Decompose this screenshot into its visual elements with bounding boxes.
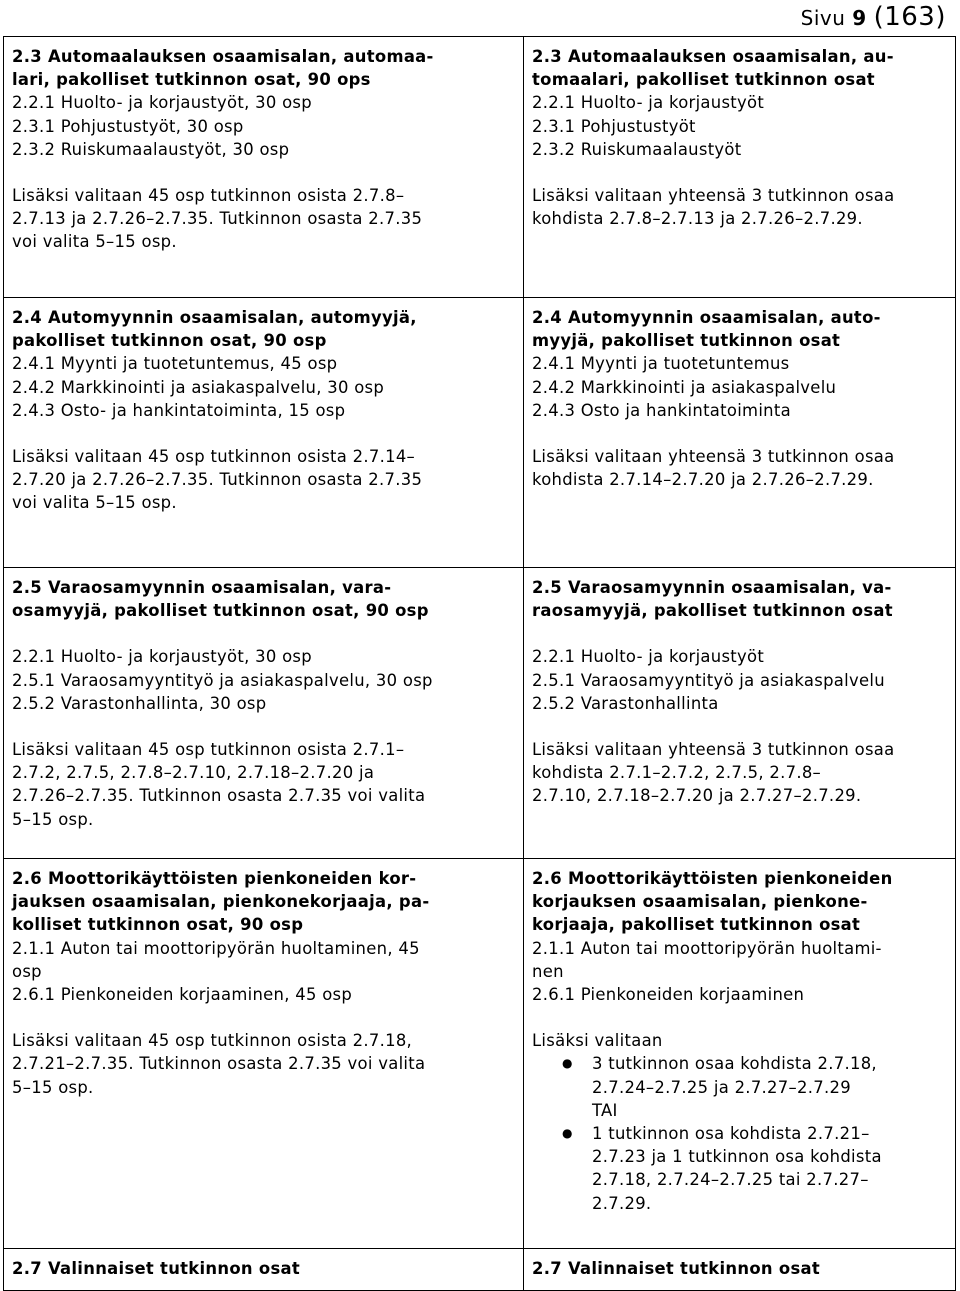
section-title: raosamyyjä, pakolliset tutkinnon osat (532, 601, 893, 621)
table-row (4, 298, 956, 568)
page-header (801, 2, 946, 32)
extra-text: voi valita 5–15 osp. (12, 493, 177, 513)
module-item: 2.5.1 Varaosamyyntityö ja asiakaspalvelu, 30 osp (12, 670, 433, 690)
section-title: 2.6 Moottorikäyttöisten pienkoneiden kor- (12, 869, 417, 888)
section-title: 2.7 Valinnaiset tutkinnon osat (532, 1259, 820, 1278)
module-item: 2.5.2 Varastonhallinta, 30 osp (12, 693, 267, 713)
module-item: 2.4.1 Myynti ja tuotetuntemus, 45 osp (12, 354, 338, 374)
cell-new-2-7 (524, 1249, 956, 1291)
page-total: (163) (873, 2, 946, 32)
section-title: kolliset tutkinnon osat, 90 osp (12, 915, 304, 935)
list-item (592, 1122, 951, 1215)
table-row (4, 37, 956, 298)
section-title: 2.4 Automyynnin osaamisalan, auto- (532, 308, 881, 327)
extra-text: Lisäksi valitaan yhteensä 3 tutkinnon osaa (532, 740, 895, 760)
extra-text: 2.7.26–2.7.35. Tutkinnon osasta 2.7.35 voi valita (12, 786, 426, 806)
bullet-text: ● 1 tutkinnon osa kohdista 2.7.21– (592, 1124, 870, 1144)
section-title: 2.4 Automyynnin osaamisalan, automyyjä, (12, 308, 417, 327)
table-row (4, 568, 956, 859)
module-item: nen (532, 961, 564, 981)
extra-text: kohdista 2.7.1–2.7.2, 2.7.5, 2.7.8– (532, 763, 822, 783)
extra-text: 2.7.13 ja 2.7.26–2.7.35. Tutkinnon osasta 2.7.35 (12, 209, 423, 229)
extra-text: Lisäksi valitaan yhteensä 3 tutkinnon osaa (532, 447, 895, 467)
extra-text: Lisäksi valitaan 45 osp tutkinnon osista 2.7.14– (12, 447, 416, 467)
list-item (592, 1052, 951, 1122)
extra-text: voi valita 5–15 osp. (12, 232, 177, 252)
section-title: pakolliset tutkinnon osat, 90 osp (12, 331, 327, 351)
page-label: Sivu (800, 6, 846, 30)
module-item: 2.5.1 Varaosamyyntityö ja asiakaspalvelu (532, 670, 885, 690)
extra-text: kohdista 2.7.8–2.7.13 ja 2.7.26–2.7.29. (532, 209, 863, 229)
module-item: 2.5.2 Varastonhallinta (532, 693, 719, 713)
module-item: 2.2.1 Huolto- ja korjaustyöt (532, 93, 765, 113)
section-title: 2.3 Automaalauksen osaamisalan, automaa- (12, 47, 434, 66)
extra-text: 5–15 osp. (12, 809, 94, 829)
section-title: 2.5 Varaosamyynnin osaamisalan, vara- (12, 578, 392, 597)
cell-old-2-4 (4, 298, 524, 568)
bullet-text: 2.7.29. (592, 1193, 652, 1213)
section-title: 2.7 Valinnaiset tutkinnon osat (12, 1259, 300, 1278)
module-item: 2.4.1 Myynti ja tuotetuntemus (532, 354, 790, 374)
module-item: 2.1.1 Auton tai moottoripyörän huoltami- (532, 938, 882, 958)
extra-text: kohdista 2.7.14–2.7.20 ja 2.7.26–2.7.29. (532, 470, 874, 490)
section-title: korjaaja, pakolliset tutkinnon osat (532, 915, 861, 935)
section-title: 2.3 Automaalauksen osaamisalan, au- (532, 47, 894, 66)
module-item: 2.4.2 Markkinointi ja asiakaspalvelu, 30 osp (12, 377, 385, 397)
cell-old-2-7 (4, 1249, 524, 1291)
extra-text: 2.7.20 ja 2.7.26–2.7.35. Tutkinnon osasta 2.7.35 (12, 470, 423, 490)
table-row (4, 1249, 956, 1291)
module-item: 2.4.3 Osto- ja hankintatoiminta, 15 osp (12, 400, 346, 420)
module-item: 2.4.2 Markkinointi ja asiakaspalvelu (532, 377, 837, 397)
module-item: 2.6.1 Pienkoneiden korjaaminen, 45 osp (12, 985, 353, 1005)
table-row (4, 859, 956, 1249)
cell-old-2-3 (4, 37, 524, 298)
cell-new-2-5 (524, 568, 956, 859)
bullet-text: 2.7.23 ja 1 tutkinnon osa kohdista (592, 1147, 882, 1167)
section-title: jauksen osaamisalan, pienkonekorjaaja, pa- (12, 892, 430, 912)
extra-text: Lisäksi valitaan 45 osp tutkinnon osista 2.7.18, (12, 1031, 413, 1051)
module-item: 2.2.1 Huolto- ja korjaustyöt (532, 647, 765, 667)
section-title: myyjä, pakolliset tutkinnon osat (532, 331, 841, 351)
module-item: 2.3.2 Ruiskumaalaustyöt (532, 139, 742, 159)
extra-text: Lisäksi valitaan 45 osp tutkinnon osista 2.7.8– (12, 186, 405, 206)
module-item: osp (12, 961, 42, 981)
section-title: 2.5 Varaosamyynnin osaamisalan, va- (532, 578, 892, 597)
bullet-text: 2.7.24–2.7.25 ja 2.7.27–2.7.29 (592, 1077, 851, 1097)
section-title: tomaalari, pakolliset tutkinnon osat (532, 70, 875, 90)
module-item: 2.1.1 Auton tai moottoripyörän huoltaminen, 45 (12, 938, 420, 958)
extra-text: 5–15 osp. (12, 1077, 94, 1097)
option-list (532, 1052, 951, 1214)
extra-text: Lisäksi valitaan yhteensä 3 tutkinnon osaa (532, 186, 895, 206)
section-title: korjauksen osaamisalan, pienkone- (532, 892, 868, 912)
extra-text: 2.7.2, 2.7.5, 2.7.8–2.7.10, 2.7.18–2.7.20 ja (12, 763, 375, 783)
bullet-text: TAI (592, 1100, 618, 1120)
extra-text: Lisäksi valitaan 45 osp tutkinnon osista 2.7.1– (12, 740, 405, 760)
page-number: 9 (852, 6, 867, 30)
module-item: 2.3.1 Pohjustustyöt (532, 116, 696, 136)
bullet-text: ● 3 tutkinnon osaa kohdista 2.7.18, (592, 1054, 877, 1074)
extra-text: 2.7.10, 2.7.18–2.7.20 ja 2.7.27–2.7.29. (532, 786, 862, 806)
extra-text: Lisäksi valitaan (532, 1031, 663, 1051)
module-item: 2.4.3 Osto ja hankintatoiminta (532, 400, 791, 420)
bullet-text: 2.7.18, 2.7.24–2.7.25 tai 2.7.27– (592, 1170, 869, 1190)
module-item: 2.3.2 Ruiskumaalaustyöt, 30 osp (12, 139, 290, 159)
module-item: 2.3.1 Pohjustustyöt, 30 osp (12, 116, 244, 136)
section-title: 2.6 Moottorikäyttöisten pienkoneiden (532, 869, 893, 888)
cell-new-2-4 (524, 298, 956, 568)
cell-old-2-6 (4, 859, 524, 1249)
section-title: osamyyjä, pakolliset tutkinnon osat, 90 osp (12, 601, 429, 621)
qualification-comparison-table (3, 36, 956, 1291)
cell-old-2-5 (4, 568, 524, 859)
cell-new-2-6 (524, 859, 956, 1249)
module-item: 2.2.1 Huolto- ja korjaustyöt, 30 osp (12, 647, 312, 667)
module-item: 2.6.1 Pienkoneiden korjaaminen (532, 985, 805, 1005)
section-title: lari, pakolliset tutkinnon osat, 90 ops (12, 70, 371, 90)
cell-new-2-3 (524, 37, 956, 298)
extra-text: 2.7.21–2.7.35. Tutkinnon osasta 2.7.35 voi valita (12, 1054, 426, 1074)
module-item: 2.2.1 Huolto- ja korjaustyöt, 30 osp (12, 93, 312, 113)
